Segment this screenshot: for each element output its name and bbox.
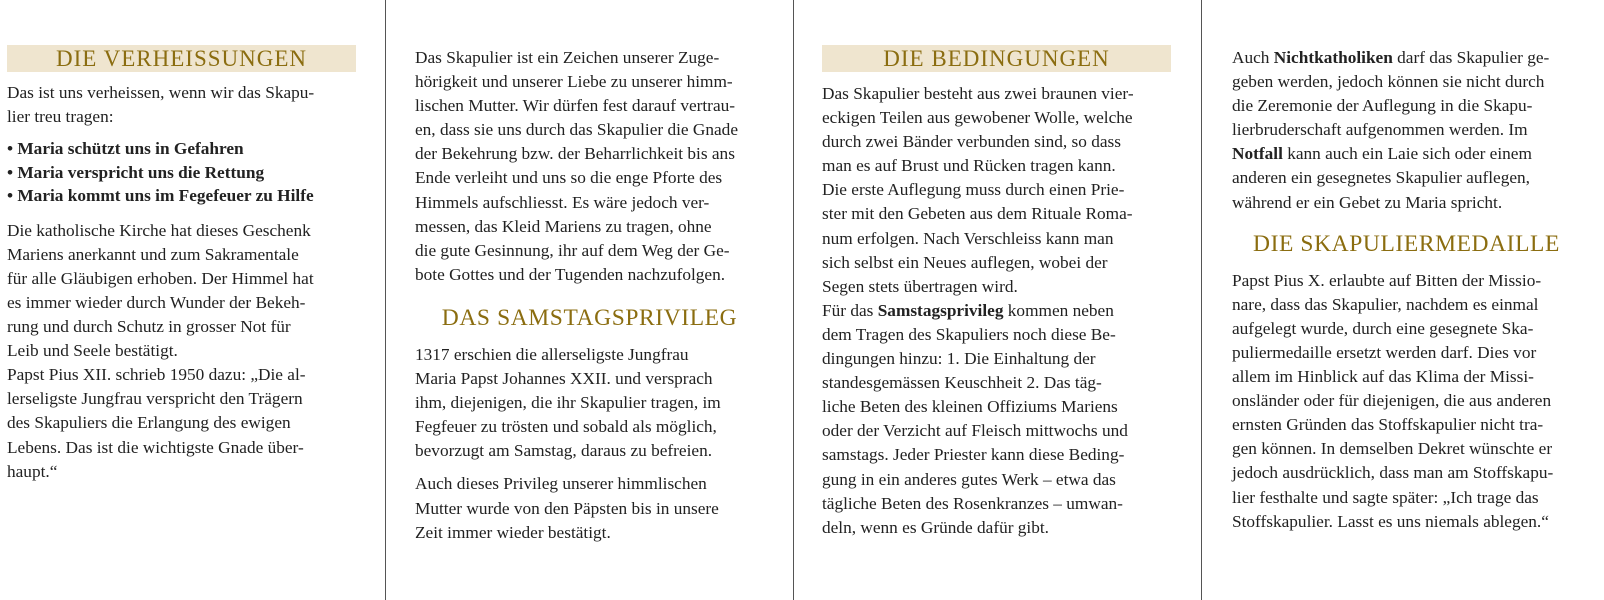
text-line: Auch dieses Privileg unserer himmlischen [415, 474, 707, 494]
text-line: Himmels aufschliesst. Es wäre jedoch ver- [415, 192, 710, 212]
text-line: ster mit den Gebeten aus dem Rituale Roma- [822, 204, 1133, 224]
bold-term: Notfall [1232, 144, 1283, 164]
text-line: liche Beten des kleinen Offiziums Mariens [822, 397, 1118, 417]
text-line: Lebens. Das ist die wichtigste Gnade über- [7, 437, 304, 457]
promise-list [7, 137, 356, 208]
list-item: • Maria verspricht uns die Rettung [7, 162, 265, 182]
list-item: • Maria schützt uns in Gefahren [7, 139, 244, 159]
text-line: rung und durch Schutz in grosser Not für [7, 317, 291, 337]
text-line: durch zwei Bänder verbunden sind, so dass [822, 132, 1121, 152]
text-line: gung in ein anderes gutes Werk – etwa das [822, 469, 1116, 489]
text-line: haupt.“ [7, 461, 58, 481]
bold-term: Nichtkatholiken [1273, 48, 1393, 67]
text-line: oder der Verzicht auf Fleisch mittwochs und [822, 421, 1128, 441]
heading-verheissungen: DIE VERHEISSUNGEN [7, 45, 356, 72]
text-line: samstags. Jeder Priester kann diese Beding- [822, 445, 1125, 465]
text-line: lerseligste Jungfrau verspricht den Trägern [7, 389, 303, 409]
text-line: standesgemässen Keuschheit 2. Das täg- [822, 373, 1102, 393]
privilege-paragraph [415, 343, 764, 463]
scapular-description-paragraph [822, 82, 1171, 299]
text-span: kann auch ein Laie sich oder einem [1282, 144, 1532, 164]
heading-samstagsprivileg: DAS SAMSTAGSPRIVILEG [441, 304, 738, 331]
text-line: Papst Pius X. erlaubte auf Bitten der Missio- [1232, 270, 1542, 290]
column-skapuliermedaille [1232, 0, 1581, 600]
text-line: eckigen Teilen aus gewobener Wolle, welche [822, 108, 1133, 128]
scapular-sign-paragraph [415, 46, 764, 287]
text-line: Segen stets übertragen wird. [822, 276, 1018, 296]
text-line: deln, wenn es Gründe dafür gibt. [822, 517, 1049, 537]
column-divider [385, 0, 386, 600]
text-line: Mutter wurde von den Päpsten bis in unsere [415, 498, 719, 518]
confirmation-paragraph [415, 472, 764, 544]
text-line: aufgelegt wurde, durch eine gesegnete Ska- [1232, 318, 1534, 338]
text-line: es immer wieder durch Wunder der Bekeh- [7, 292, 306, 312]
text-line [1232, 142, 1581, 166]
text-line: lischen Mutter. Wir dürfen fest darauf vertrau- [415, 96, 736, 116]
text-line: hörigkeit und unserer Liebe zu unserer himm- [415, 72, 733, 92]
text-line: Leib und Seele bestätigt. [7, 341, 178, 361]
text-line: puliermedaille ersetzt werden darf. Dies vor [1232, 342, 1537, 362]
heading-skapuliermedaille: DIE SKAPULIERMEDAILLE [1253, 230, 1560, 257]
text-span: Für das [822, 300, 878, 320]
text-line: geben werden, jedoch können sie nicht durch [1232, 72, 1545, 92]
text-line: allem im Hinblick auf das Klima der Missi- [1232, 367, 1534, 387]
text-line: jedoch ausdrücklich, dass man am Stoffskapu- [1232, 463, 1554, 483]
text-line [1232, 46, 1581, 70]
text-line: nare, dass das Skapulier, nachdem es einmal [1232, 294, 1539, 314]
bold-term: Samstagsprivileg [877, 300, 1004, 320]
text-line: Das ist uns verheissen, wenn wir das Skapu- [7, 83, 315, 102]
church-paragraph [7, 219, 356, 484]
text-line: die gute Gesinnung, ihr auf dem Weg der Ge- [415, 240, 730, 260]
text-line: Mariens anerkannt und zum Sakramentale [7, 244, 299, 264]
text-line: num erfolgen. Nach Verschleiss kann man [822, 228, 1114, 248]
column-samstagsprivileg [415, 0, 764, 600]
medal-paragraph [1232, 269, 1581, 534]
text-line: Stoffskapulier. Lasst es uns niemals ablegen.“ [1232, 511, 1549, 531]
text-line: dingungen hinzu: 1. Die Einhaltung der [822, 349, 1096, 369]
column-divider [793, 0, 794, 600]
text-line: Die erste Auflegung muss durch einen Prie- [822, 180, 1125, 200]
text-line: Das Skapulier besteht aus zwei braunen vier- [822, 84, 1134, 103]
text-line: Ende verleiht und uns so die enge Pforte des [415, 168, 723, 188]
text-line: Die katholische Kirche hat dieses Geschenk [7, 220, 311, 240]
text-line: bevorzugt am Samstag, daraus zu befreien. [415, 441, 713, 461]
text-line: tägliche Beten des Rosenkranzes – umwan- [822, 493, 1123, 513]
intro-paragraph [7, 81, 356, 129]
conditions-paragraph [822, 299, 1171, 540]
text-span: kommen neben [1003, 300, 1114, 320]
text-line: lierbruderschaft aufgenommen werden. Im [1232, 120, 1528, 140]
text-line: Zeit immer wieder bestätigt. [415, 522, 611, 542]
text-line: anderen ein gesegnetes Skapulier auflegen, [1232, 168, 1530, 188]
text-line: Papst Pius XII. schrieb 1950 dazu: „Die al- [7, 365, 306, 385]
column-divider [1201, 0, 1202, 600]
text-line: des Skapuliers die Erlangung des ewigen [7, 413, 291, 433]
text-line: Das Skapulier ist ein Zeichen unserer Zuge- [415, 48, 720, 67]
text-line: Fegfeuer zu trösten und sobald als möglich, [415, 417, 717, 437]
text-line: ernsten Gründen das Stoffskapulier nicht tra- [1232, 415, 1544, 435]
text-span: Auch [1232, 48, 1274, 67]
text-line: 1317 erschien die allerseligste Jungfrau [415, 344, 689, 364]
text-line: gen können. In demselben Dekret wünschte er [1232, 439, 1553, 459]
text-line: onsländer oder für diejenigen, die aus anderen [1232, 391, 1552, 411]
text-line: dem Tragen des Skapuliers noch diese Be- [822, 324, 1116, 344]
column-bedingungen [822, 0, 1171, 600]
text-line: ihm, diejenigen, die ihr Skapulier tragen, im [415, 393, 721, 413]
text-line [822, 299, 1171, 323]
text-line: die Zeremonie der Auflegung in die Skapu- [1232, 96, 1533, 116]
non-catholics-paragraph [1232, 46, 1581, 215]
text-line: en, dass sie uns durch das Skapulier die Gnade [415, 120, 738, 140]
text-line: lier treu tragen: [7, 107, 114, 127]
list-item: • Maria kommt uns im Fegefeuer zu Hilfe [7, 186, 314, 206]
column-verheissungen [7, 0, 356, 600]
text-line: messen, das Kleid Mariens zu tragen, ohne [415, 216, 712, 236]
text-line: sich selbst ein Neues auflegen, wobei der [822, 252, 1108, 272]
text-line: für alle Gläubigen erhoben. Der Himmel hat [7, 268, 314, 288]
text-span: darf das Skapulier ge- [1392, 48, 1550, 67]
text-line: lier festhalte und sagte später: „Ich trage das [1232, 487, 1539, 507]
text-line: der Bekehrung bzw. der Beharrlichkeit bis ans [415, 144, 735, 164]
heading-bedingungen: DIE BEDINGUNGEN [822, 45, 1171, 72]
text-line: man es auf Brust und Rücken tragen kann. [822, 156, 1116, 176]
text-line: Maria Papst Johannes XXII. und versprach [415, 369, 713, 389]
text-line: während er ein Gebet zu Maria spricht. [1232, 192, 1503, 212]
text-line: bote Gottes und der Tugenden nachzufolgen. [415, 264, 726, 284]
